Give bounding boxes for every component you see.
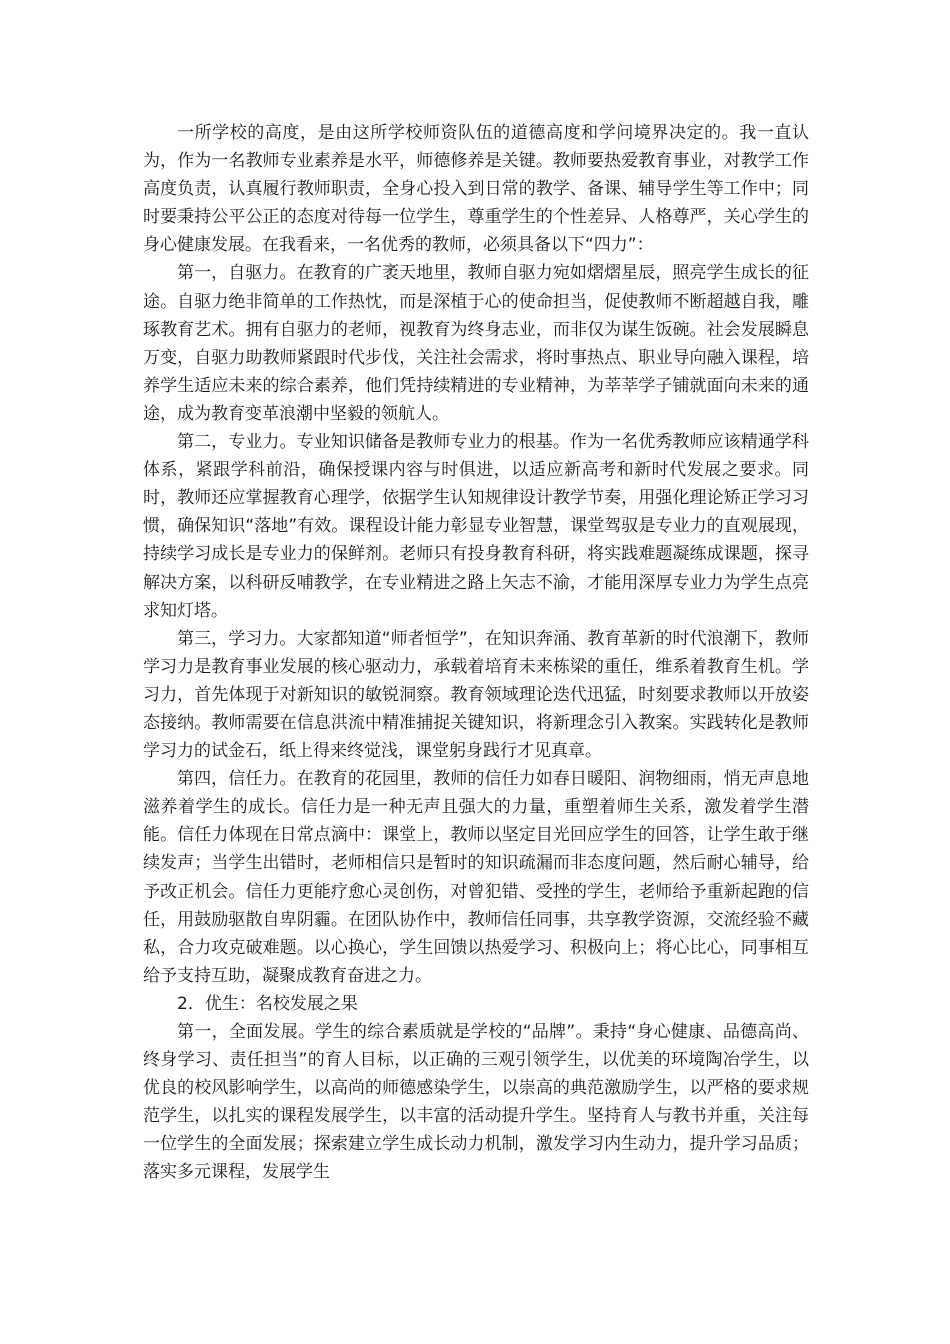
paragraph-professional: 第二，专业力。专业知识储备是教师专业力的根基。作为一名优秀教师应该精通学科体系，紧跟学科前沿，确保授课内容与时俱进，以适应新高考和新时代发展之要求。同时，教师还应掌握教育心理学，依据学生认知规律设计教学节奏，用强化理论矫正学习习惯，确保知识“落地”有效。课程设计能力彰显专业智慧，课堂驾驭是专业力的直观展现，持续学习成长是专业力的保鲜剂。老师只有投身教育科研，将实践难题凝练成课题，探寻解决方案，以科研反哺教学，在专业精进之路上矢志不渝，才能用深厚专业力为学生点亮求知灯塔。	[143, 432, 809, 621]
section-heading: 2．优生：名校发展之果	[177, 993, 358, 1014]
paragraph-all-round: 第一，全面发展。学生的综合素质就是学校的“品牌”。秉持“身心健康、品德高尚、终身学习、责任担当”的育人目标，以正确的三观引领学生，以优美的环境陶冶学生，以优良的校风影响学生，以高尚的师德感染学生，以崇高的典范激励学生，以严格的要求规范学生，以扎实的课程发展学生，以丰富的活动提升学生。坚持育人与教书并重，关注每一位学生的全面发展；探索建立学生成长动力机制，激发学习内生动力，提升学习品质；落实多元课程，发展学生	[143, 1022, 809, 1183]
paragraph-learning: 第三，学习力。大家都知道“师者恒学”，在知识奔涌、教育革新的时代浪潮下，教师学习力是教育事业发展的核心驱动力，承载着培育未来栋梁的重任，维系着教育生机。学习力，首先体现于对新知识的敏锐洞察。教育领域理论迭代迅猛，时刻要求教师以开放姿态接纳。教师需要在信息洪流中精准捕捉关键知识，将新理念引入教案。实践转化是教师学习力的试金石，纸上得来终觉浅，课堂躬身践行才见真章。	[143, 628, 809, 762]
intro-paragraph: 一所学校的高度，是由这所学校师资队伍的道德高度和学问境界决定的。我一直认为，作为一名教师专业素养是水平，师德修养是关键。教师要热爱教育事业，对教学工作高度负责，认真履行教师职责，全身心投入到日常的教学、备课、辅导学生等工作中；同时要秉持公平公正的态度对待每一位学生，尊重学生的个性差异、人格尊严，关心学生的身心健康发展。在我看来，一名优秀的教师，必须具备以下“四力”：	[143, 123, 809, 256]
paragraph-self-drive: 第一，自驱力。在教育的广袤天地里，教师自驱力宛如熠熠星辰，照亮学生成长的征途。自驱力绝非简单的工作热忱，而是深植于心的使命担当，促使教师不断超越自我，雕琢教育艺术。拥有自驱力的老师，视教育为终身志业，而非仅为谋生饭碗。社会发展瞬息万变，自驱力助教师紧跟时代步伐，关注社会需求，将时事热点、职业导向融入课程，培养学生适应未来的综合素养，他们凭持续精进的专业精神，为莘莘学子铺就面向未来的通途，成为教育变革浪潮中坚毅的领航人。	[143, 263, 809, 424]
paragraph-trust: 第四，信任力。在教育的花园里，教师的信任力如春日暖阳、润物细雨，悄无声息地滋养着学生的成长。信任力是一种无声且强大的力量，重塑着师生关系，激发着学生潜能。信任力体现在日常点滴中：课堂上，教师以坚定目光回应学生的回答，让学生敢于继续发声；当学生出错时，老师相信只是暂时的知识疏漏而非态度问题，然后耐心辅导，给予改正机会。信任力更能疗愈心灵创伤，对曾犯错、受挫的学生，老师给予重新起跑的信任，用鼓励驱散自卑阴霾。在团队协作中，教师信任同事，共享教学资源，交流经验不藏私，合力攻克破难题。以心换心，学生回馈以热爱学习、积极向上；将心比心，同事相互给予支持互助，凝聚成教育奋进之力。	[143, 769, 809, 986]
document-body	[143, 119, 809, 1187]
